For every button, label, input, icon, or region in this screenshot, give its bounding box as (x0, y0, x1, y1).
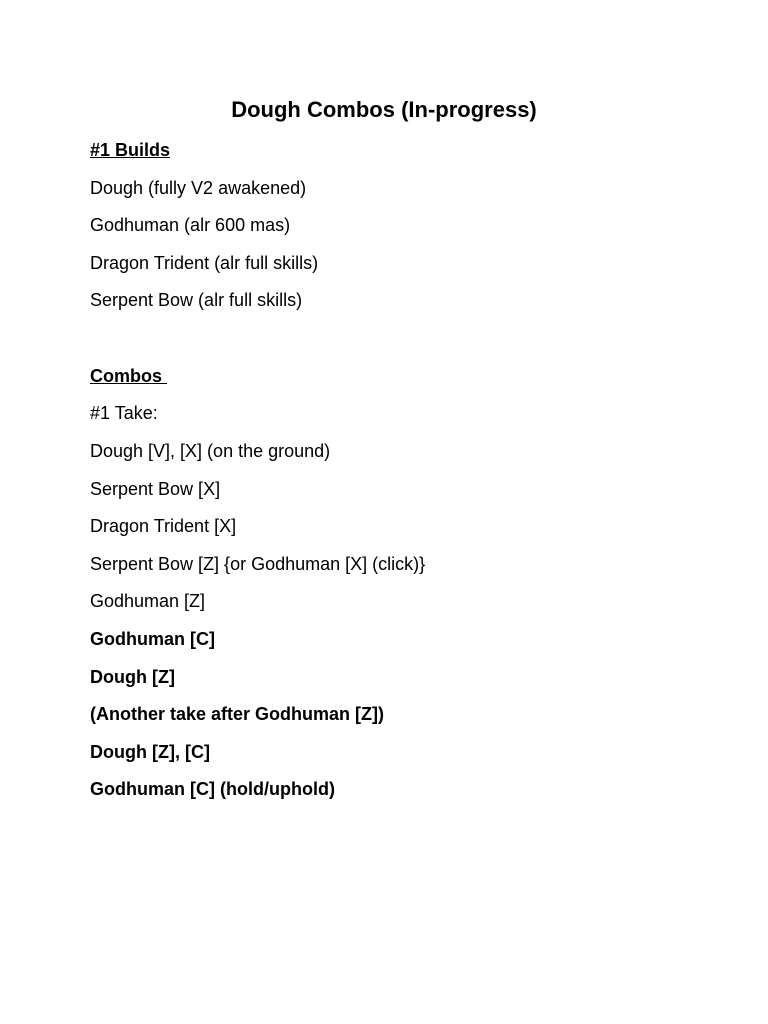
build-item: Dough (fully V2 awakened) (90, 178, 307, 198)
build-item: Dragon Trident (alr full skills) (90, 253, 319, 273)
builds-heading: #1 Builds (90, 140, 171, 160)
combo-step: Godhuman [Z] (90, 591, 206, 611)
document-title: Dough Combos (In-progress) (231, 97, 537, 122)
combo-step: Serpent Bow [Z] {or Godhuman [X] (click)} (90, 554, 426, 574)
combos-heading: Combos (90, 366, 168, 386)
build-item: Serpent Bow (alr full skills) (90, 290, 303, 310)
take-label: #1 Take: (90, 403, 158, 423)
build-item: Godhuman (alr 600 mas) (90, 215, 291, 235)
combo-step-bold: Dough [Z], [C] (90, 742, 210, 762)
combo-step-bold: Godhuman [C] (hold/uphold) (90, 779, 335, 799)
combo-step: Dragon Trident [X] (90, 516, 237, 536)
combo-step-bold: (Another take after Godhuman [Z]) (90, 704, 385, 724)
combo-step-bold: Godhuman [C] (90, 629, 215, 649)
combo-step-bold: Dough [Z] (90, 667, 175, 687)
combo-step: Dough [V], [X] (on the ground) (90, 441, 331, 461)
combo-step: Serpent Bow [X] (90, 479, 221, 499)
